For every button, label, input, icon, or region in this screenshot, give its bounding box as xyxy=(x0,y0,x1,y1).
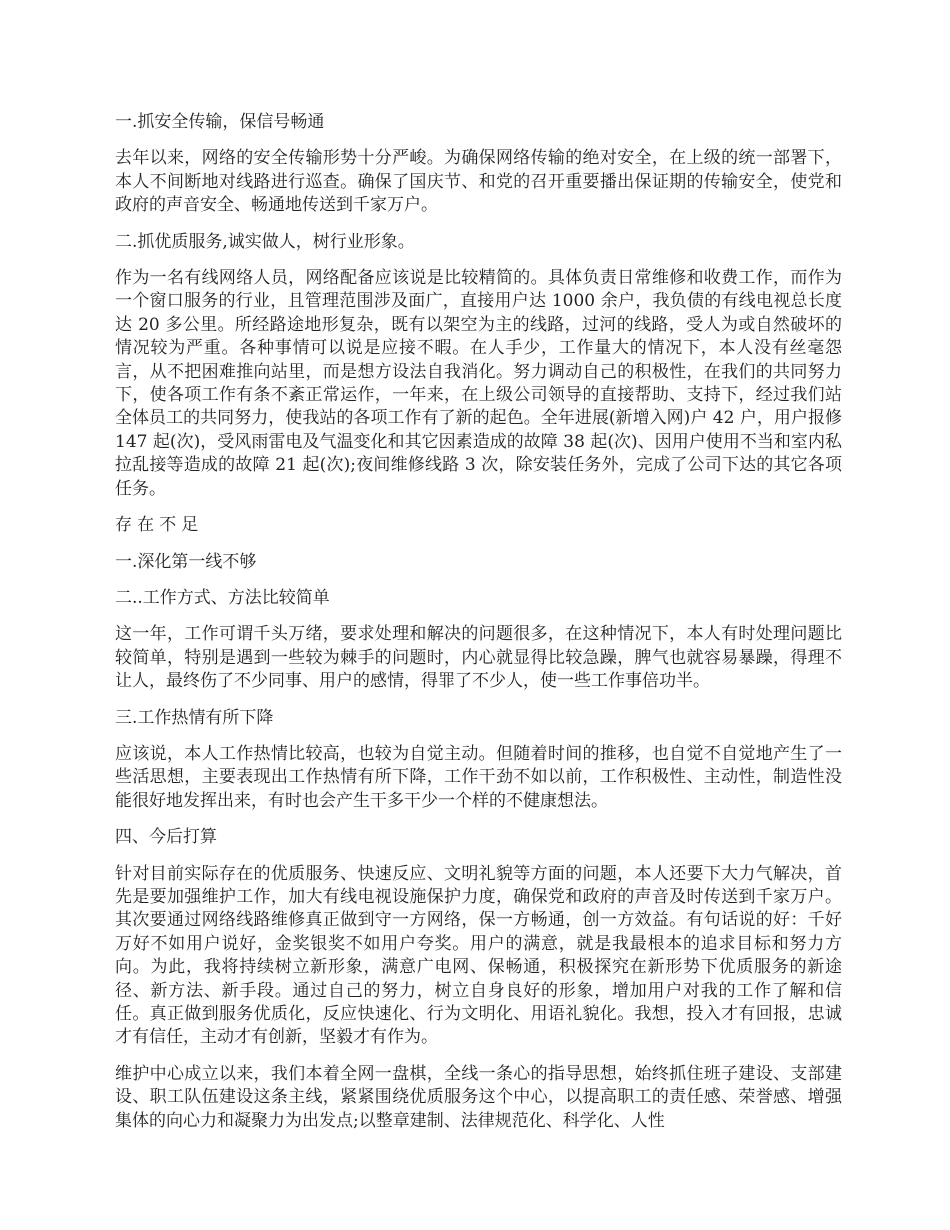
paragraph-work-methods: 这一年，工作可谓千头万绪，要求处理和解决的问题很多，在这种情况下，本人有时处理问题比较简单，特别是遇到一些较为棘手的问题时，内心就显得比较急躁，脾气也就容易暴躁，得理不让人，最终伤了不少同事、用户的感情，得罪了不少人，使一些工作事倍功半。 xyxy=(115,624,842,692)
section-heading-future-plans: 四、今后打算 xyxy=(115,827,217,848)
subheading-frontline: 一.深化第一线不够 xyxy=(115,551,257,572)
paragraph-quality-service: 作为一名有线网络人员，网络配备应该说是比较精简的。具体负责日常维修和收费工作，而作为一个窗口服务的行业，且管理范围涉及面广，直接用户达 1000 余户，我负债的有线电视总长度达 20 多公里。所经路途地形复杂，既有以架空为主的线路，过河的线路，受人为或自然破坏的情况较为严重。各种事情可以说是应接不暇。在人手少，工作量大的情况下，本人没有丝毫怨言，从不把困难推向站里，而是想方设法自我消化。努力调动自己的积极性，在我们的共同努力下，使各项工作有条不紊正常运作，一年来，在上级公司领导的直接帮助、支持下，经过我们站全体员工的共同努力，使我站的各项工作有了新的起色。全年进展(新增入网)户 42 户，用户报修 147 起(次)，受风雨雷电及气温变化和其它因素造成的故障 38 起(次)、因用户使用不当和室内私拉乱接等造成的故障 21 起(次);夜间维修线路 3 次，除安装任务外，完成了公司下达的其它各项任务。 xyxy=(115,268,842,499)
subheading-enthusiasm: 三.工作热情有所下降 xyxy=(115,707,274,728)
section-heading-shortcomings: 存在不足 xyxy=(115,515,204,536)
paragraph-maintenance-center: 维护中心成立以来，我们本着全网一盘棋，全线一条心的指导思想，始终抓住班子建设、支部建设、职工队伍建设这条主线，紧紧围绕优质服务这个中心，以提高职工的责任感、荣誉感、增强集体的向心力和凝聚力为出发点;以整章建制、法律规范化、科学化、人性 xyxy=(115,1063,842,1131)
document-body xyxy=(115,111,842,1146)
section-heading-secure-transmission: 一.抓安全传输，保信号畅通 xyxy=(115,112,325,132)
paragraph-enthusiasm: 应该说，本人工作热情比较高，也较为自觉主动。但随着时间的推移，也自觉不自觉地产生了一些活思想，主要表现出工作热情有所下降，工作干劲不如以前，工作积极性、主动性，制造性没能很好地发挥出来，有时也会产生干多干少一个样的不健康想法。 xyxy=(115,743,842,811)
section-heading-quality-service: 二.抓优质服务,诚实做人，树行业形象。 xyxy=(115,231,415,252)
paragraph-future-plans: 针对目前实际存在的优质服务、快速反应、文明礼貌等方面的问题，本人还要下大力气解决，首先是要加强维护工作，加大有线电视设施保护力度，确保党和政府的声音及时传送到千家万户。其次要通过网络线路维修真正做到守一方网络，保一方畅通，创一方效益。有句话说的好：千好万好不如用户说好，金奖银奖不如用户夸奖。用户的满意，就是我最根本的追求目标和努力方向。为此，我将持续树立新形象，满意广电网、保畅通，积极探究在新形势下优质服务的新途径、新方法、新手段。通过自己的努力，树立自身良好的形象，增加用户对我的工作了解和信任。真正做到服务优质化，反应快速化、行为文明化、用语礼貌化。我想，投入才有回报，忠诚才有信任，主动才有创新，坚毅才有作为。 xyxy=(115,863,842,1048)
paragraph-secure-transmission: 去年以来，网络的安全传输形势十分严峻。为确保网络传输的绝对安全，在上级的统一部署下，本人不间断地对线路进行巡查。确保了国庆节、和党的召开重要播出保证期的传输安全，使党和政府的声音安全、畅通地传送到千家万户。 xyxy=(115,148,842,216)
subheading-work-methods: 二..工作方式、方法比较简单 xyxy=(115,587,330,608)
